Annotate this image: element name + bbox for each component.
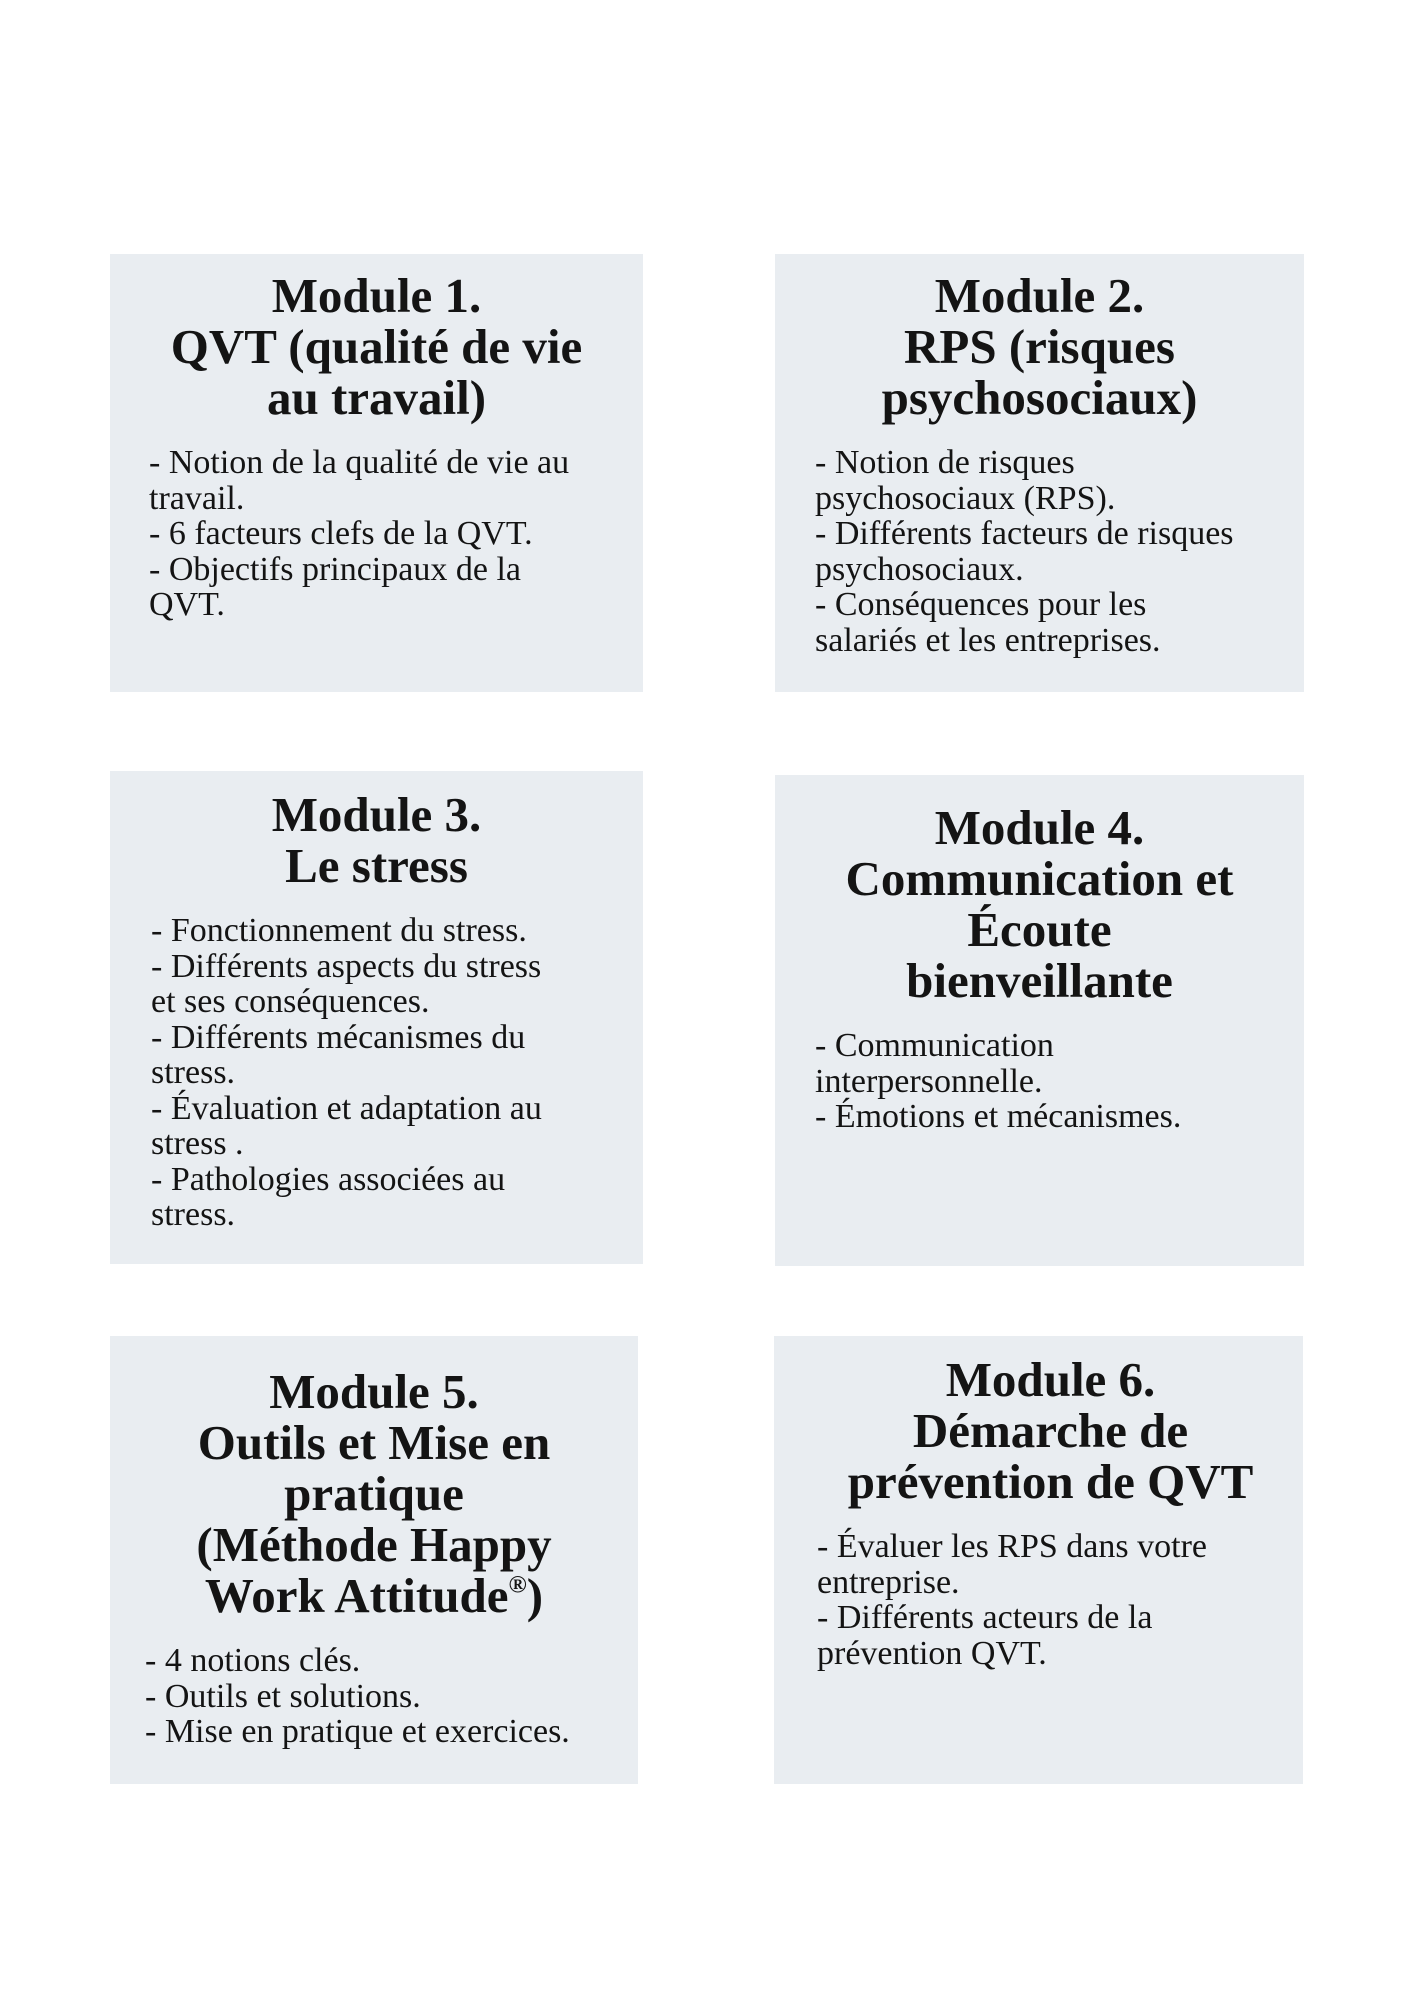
- module-title-line: Module 2.: [934, 268, 1145, 323]
- topic-line: - 6 facteurs clefs de la QVT.: [149, 515, 533, 552]
- topic-line: entreprise.: [817, 1563, 960, 1601]
- module-card-4: [775, 775, 1304, 1266]
- topic-line: - Différents mécanismes du: [151, 1018, 526, 1056]
- module-title-line: Démarche de: [912, 1403, 1189, 1458]
- module-card-2: [775, 254, 1304, 692]
- topic-line: - Notion de la qualité de vie au: [149, 444, 570, 481]
- topic-line: travail.: [149, 479, 245, 517]
- module-title: [110, 1366, 638, 1621]
- topic-line: stress .: [151, 1125, 244, 1162]
- topic-line: psychosociaux.: [815, 550, 1024, 588]
- topic-item: [149, 516, 643, 552]
- topic-item: [815, 1099, 1304, 1135]
- module-card-3: [110, 771, 643, 1264]
- topic-line: - Fonctionnement du stress.: [151, 912, 527, 949]
- topic-item: [151, 913, 643, 949]
- topic-item: [817, 1529, 1303, 1600]
- topic-item: [817, 1600, 1303, 1671]
- module-topics: [110, 913, 643, 1233]
- module-title-line: Le stress: [285, 838, 468, 893]
- module-title: [110, 789, 643, 891]
- topic-line: - Différents facteurs de risques: [815, 515, 1234, 552]
- topic-item: [149, 445, 643, 516]
- module-title-line: Module 1.: [271, 268, 482, 323]
- topic-line: stress.: [151, 1054, 236, 1091]
- topic-line: - Évaluer les RPS dans votre: [817, 1528, 1207, 1565]
- module-card-6: [774, 1336, 1303, 1784]
- topic-item: [145, 1714, 638, 1750]
- topic-item: [151, 949, 643, 1020]
- module-title-line: psychosociaux): [881, 370, 1198, 425]
- module-title: [775, 802, 1304, 1006]
- topic-item: [151, 1091, 643, 1162]
- topic-line: et ses conséquences.: [151, 983, 430, 1020]
- module-title: [774, 1354, 1303, 1507]
- topic-item: [815, 1028, 1304, 1099]
- topic-item: [815, 587, 1304, 658]
- topic-line: - Objectifs principaux de la: [149, 550, 521, 588]
- module-title-line: Work Attitude®): [204, 1568, 544, 1623]
- topic-item: [151, 1020, 643, 1091]
- topic-line: - Conséquences pour les: [815, 586, 1147, 623]
- module-title-line: QVT (qualité de vie: [170, 319, 583, 374]
- topic-line: - Mise en pratique et exercices.: [145, 1713, 570, 1750]
- module-title-line: Écoute: [967, 902, 1112, 957]
- topic-line: stress.: [151, 1196, 236, 1233]
- module-title-line: Outils et Mise en: [197, 1415, 551, 1470]
- topic-line: salariés et les entreprises.: [815, 621, 1161, 659]
- module-title-line: Module 6.: [945, 1352, 1156, 1407]
- module-title-line: Module 3.: [271, 787, 482, 842]
- module-topics: [775, 1028, 1304, 1135]
- topic-line: - Évaluation et adaptation au: [151, 1089, 542, 1127]
- topic-line: - Communication: [815, 1027, 1054, 1064]
- topic-item: [149, 552, 643, 623]
- module-topics: [775, 445, 1304, 658]
- module-title: [110, 270, 643, 423]
- module-title-line: Module 4.: [934, 800, 1145, 855]
- topic-line: interpersonnelle.: [815, 1062, 1043, 1100]
- topic-item: [145, 1643, 638, 1679]
- module-card-5: [110, 1336, 638, 1784]
- module-title-line: prévention de QVT: [847, 1454, 1254, 1509]
- module-title-line: pratique: [284, 1466, 464, 1521]
- topic-line: - Outils et solutions.: [145, 1677, 421, 1715]
- topic-line: prévention QVT.: [817, 1634, 1047, 1672]
- topic-item: [145, 1679, 638, 1715]
- topic-line: psychosociaux (RPS).: [815, 479, 1116, 517]
- module-card-1: [110, 254, 643, 692]
- topic-item: [815, 516, 1304, 587]
- module-title-line: Module 5.: [269, 1364, 479, 1419]
- module-title-line: Communication et: [845, 851, 1234, 906]
- topic-line: - 4 notions clés.: [145, 1642, 361, 1679]
- topic-line: - Pathologies associées au: [151, 1160, 506, 1198]
- module-topics: [110, 1643, 638, 1750]
- module-title-line: (Méthode Happy: [196, 1517, 552, 1572]
- topic-line: - Différents acteurs de la: [817, 1599, 1153, 1636]
- topic-line: - Émotions et mécanismes.: [815, 1098, 1182, 1135]
- topic-line: - Différents aspects du stress: [151, 947, 542, 985]
- topic-item: [151, 1162, 643, 1233]
- topic-line: QVT.: [149, 586, 225, 623]
- module-topics: [774, 1529, 1303, 1671]
- module-topics: [110, 445, 643, 623]
- module-title-line: bienveillante: [906, 953, 1173, 1008]
- topic-line: - Notion de risques: [815, 444, 1075, 481]
- module-title: [775, 270, 1304, 423]
- module-title-line: RPS (risques: [904, 319, 1175, 374]
- topic-item: [815, 445, 1304, 516]
- module-title-line: au travail): [266, 370, 487, 425]
